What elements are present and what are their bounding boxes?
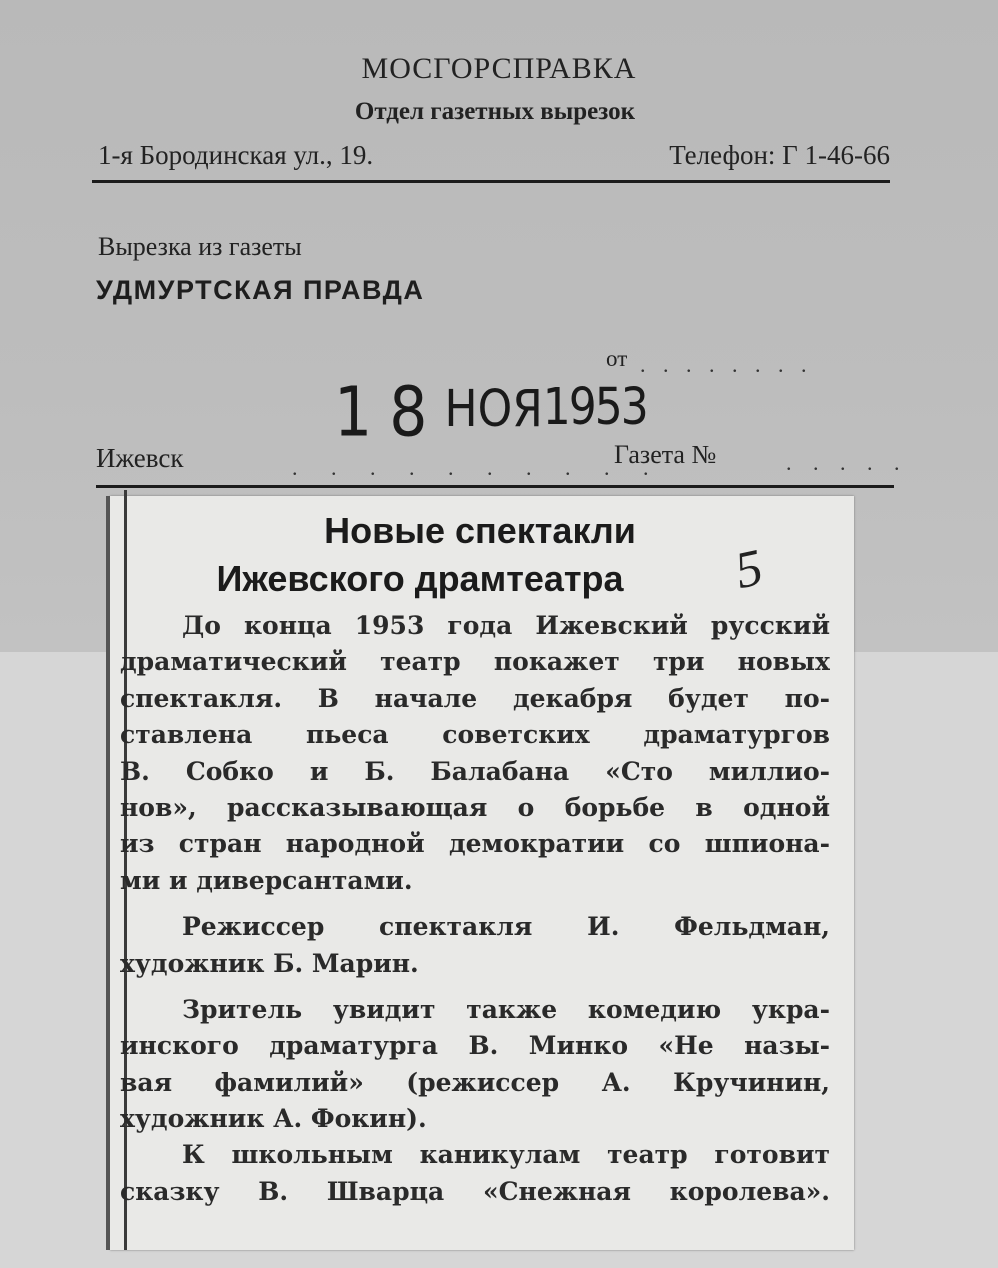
bureau-name: МОСГОРСПРАВКА xyxy=(361,52,637,85)
bureau-address: 1-я Бородинская ул., 19. xyxy=(98,140,374,170)
issue-number-label: Газета № xyxy=(614,440,717,469)
article-line: ставлена пьеса советских драматургов xyxy=(120,720,830,750)
city-dotted-line: . . . . . . . . . . xyxy=(292,455,663,480)
header-divider xyxy=(92,180,890,183)
department-name: Отдел газетных вырезок xyxy=(354,98,636,125)
from-label: от xyxy=(606,346,628,371)
stamp-month: НОЯ xyxy=(444,380,543,439)
bureau-phone: Телефон: Г 1-46-66 xyxy=(669,140,890,170)
form-divider xyxy=(96,485,894,488)
article-line: художник Б. Марин. xyxy=(120,948,419,978)
article-title-line1: Новые спектакли xyxy=(324,510,636,551)
issue-dotted-line: . . . . . xyxy=(786,450,908,475)
article-line: До конца 1953 года Ижевский русский xyxy=(182,611,830,640)
article-line: вая фамилий» (режиссер А. Кручинин, xyxy=(120,1067,830,1097)
article-line: Режиссер спектакля И. Фельдман, xyxy=(182,912,830,942)
article-line: В. Собко и Б. Балабана «Сто миллио- xyxy=(120,756,830,786)
article-line: К школьным каникулам театр готовит xyxy=(182,1140,830,1170)
date-stamp xyxy=(334,372,647,453)
article-line: спектакля. В начале декабря будет по- xyxy=(120,683,830,713)
stamp-year: 1953 xyxy=(542,377,647,437)
article-line: драматический театр покажет три новых xyxy=(120,647,830,677)
article-line: нов», рассказывающая о борьбе в одной xyxy=(120,792,830,822)
article-line: из стран народной демократии со шпиона- xyxy=(120,829,830,859)
article-line: ми и диверсантами. xyxy=(120,865,413,895)
from-dotted-line: . . . . . . . . xyxy=(640,352,813,377)
cut-from-label: Вырезка из газеты xyxy=(98,232,302,261)
stamp-day: 1 8 xyxy=(334,372,427,453)
article-line: сказку В. Шварца «Снежная королева». xyxy=(120,1176,830,1206)
handwritten-mark: 5 xyxy=(730,538,768,601)
article-line: Зритель увидит также комедию укра- xyxy=(182,994,830,1024)
article-body xyxy=(120,608,830,1210)
city-label: Ижевск xyxy=(96,443,184,473)
article-title-line2: Ижевского драмтеатра xyxy=(216,558,624,599)
article-line: художник А. Фокин). xyxy=(120,1104,427,1134)
article-line: инского драматурга В. Минко «Не назы- xyxy=(120,1031,830,1061)
newspaper-name: УДМУРТСКАЯ ПРАВДА xyxy=(96,275,425,305)
